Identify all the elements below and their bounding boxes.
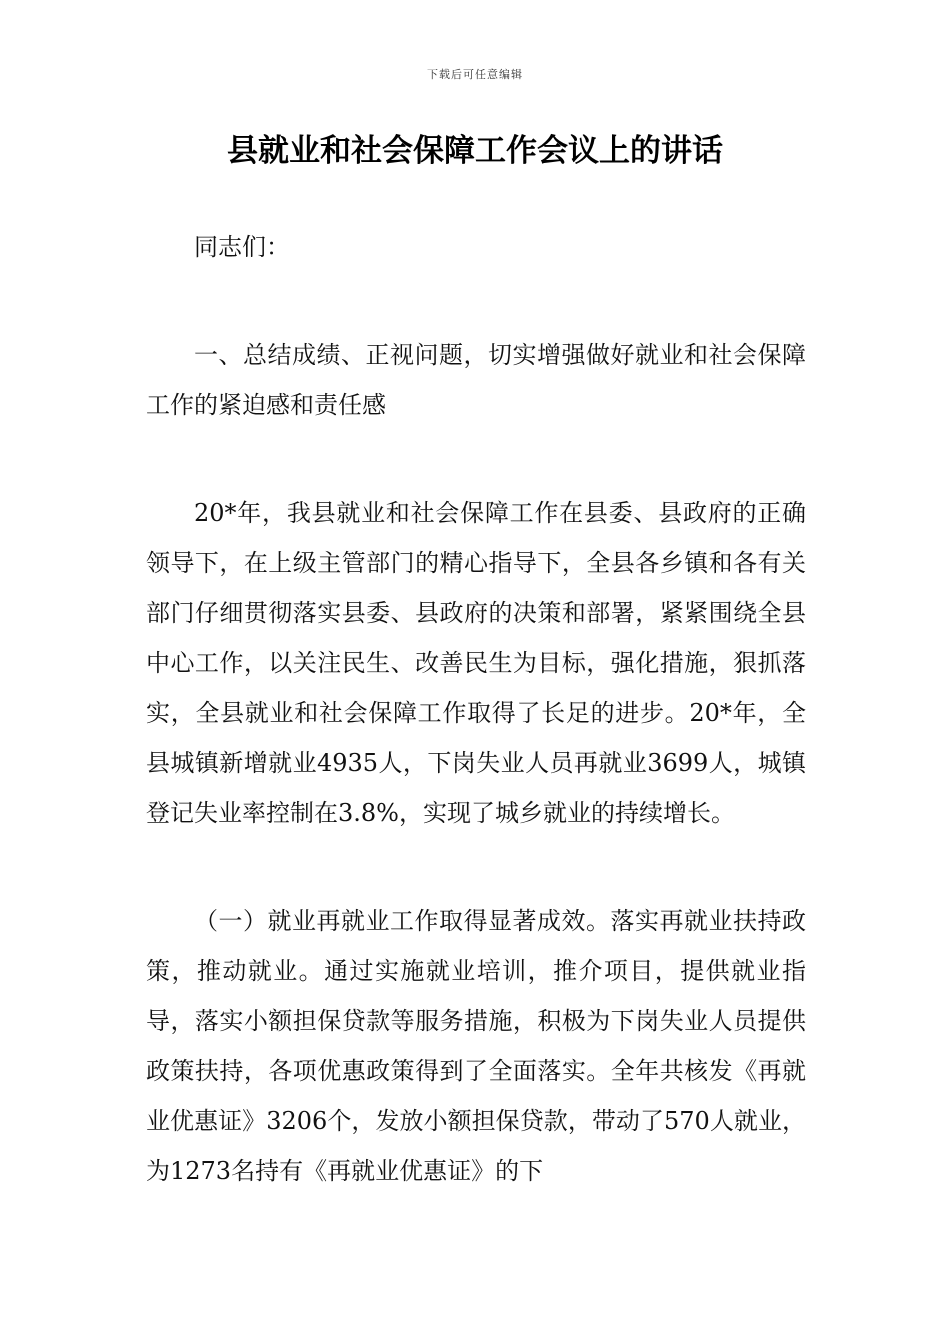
section-heading: 一、总结成绩、正视问题，切实增强做好就业和社会保障工作的紧迫感和责任感 xyxy=(146,341,806,419)
document-body xyxy=(146,222,806,1196)
document-title: 县就业和社会保障工作会议上的讲话 xyxy=(227,133,723,169)
header-note: 下载后可任意编辑 xyxy=(427,68,523,81)
body-paragraph: 20*年，我县就业和社会保障工作在县委、县政府的正确领导下，在上级主管部门的精心指导下，全县各乡镇和各有关部门仔细贯彻落实县委、县政府的决策和部署，紧紧围绕全县中心工作，以关注民生、改善民生为目标，强化措施，狠抓落实，全县就业和社会保障工作取得了长足的进步。20*年，全县城镇新增就业4935人，下岗失业人员再就业3699人，城镇登记失业率控制在3.8%，实现了城乡就业的持续增长。 xyxy=(146,499,806,827)
greeting: 同志们： xyxy=(194,233,290,261)
body-paragraph: （一）就业再就业工作取得显著成效。落实再就业扶持政策，推动就业。通过实施就业培训，推介项目，提供就业指导，落实小额担保贷款等服务措施，积极为下岗失业人员提供政策扶持，各项优惠政策得到了全面落实。全年共核发《再就业优惠证》3206个，发放小额担保贷款，带动了570人就业，为1273名持有《再就业优惠证》的下 xyxy=(146,907,806,1185)
